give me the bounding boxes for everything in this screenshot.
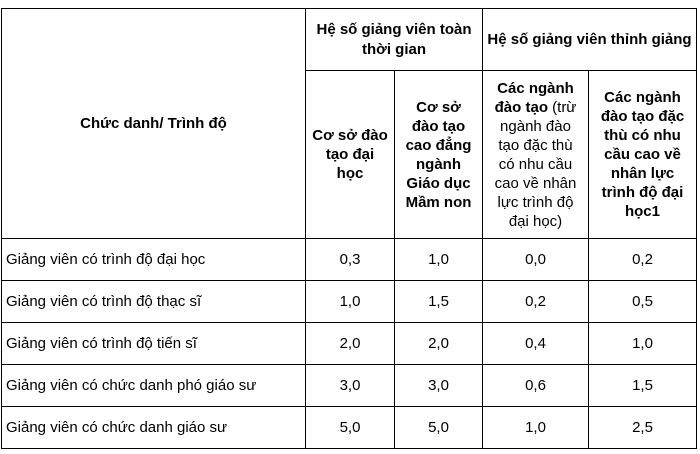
table-row bbox=[2, 281, 697, 323]
table-row bbox=[2, 365, 697, 407]
lecturer-coefficient-table bbox=[1, 8, 697, 449]
full-time-group-header: Hệ số giảng viên toàn thời gian bbox=[306, 9, 483, 71]
value-cell: 0,0 bbox=[483, 239, 589, 281]
value-cell: 1,0 bbox=[483, 407, 589, 449]
value-cell: 5,0 bbox=[306, 407, 395, 449]
visiting-group-header: Hệ số giảng viên thỉnh giảng bbox=[483, 9, 697, 71]
majors-special-header bbox=[589, 71, 697, 239]
table-row bbox=[2, 407, 697, 449]
university-header-text: Cơ sở đào tạo đại học bbox=[312, 127, 388, 182]
value-cell: 1,5 bbox=[395, 281, 483, 323]
value-cell: 3,0 bbox=[395, 365, 483, 407]
row-label: Giảng viên có trình độ thạc sĩ bbox=[2, 281, 306, 323]
value-cell: 0,2 bbox=[483, 281, 589, 323]
college-preschool-header-text: Cơ sở đào tạo cao đẳng ngành Giáo dục Mầm non bbox=[405, 98, 472, 211]
row-header-cell: Chức danh/ Trình độ bbox=[2, 9, 306, 239]
value-cell: 1,5 bbox=[589, 365, 697, 407]
row-label: Giảng viên có trình độ tiến sĩ bbox=[2, 323, 306, 365]
value-cell: 0,5 bbox=[589, 281, 697, 323]
value-cell: 2,0 bbox=[306, 323, 395, 365]
value-cell: 2,5 bbox=[589, 407, 697, 449]
table-row bbox=[2, 323, 697, 365]
majors-general-header bbox=[483, 71, 589, 239]
value-cell: 0,3 bbox=[306, 239, 395, 281]
table-row bbox=[2, 239, 697, 281]
row-label: Giảng viên có chức danh phó giáo sư bbox=[2, 365, 306, 407]
value-cell: 5,0 bbox=[395, 407, 483, 449]
majors-general-header-bold: Các ngành đào tạo bbox=[494, 79, 574, 116]
row-label: Giảng viên có trình độ đại học bbox=[2, 239, 306, 281]
value-cell: 1,0 bbox=[306, 281, 395, 323]
value-cell: 2,0 bbox=[395, 323, 483, 365]
university-header bbox=[306, 71, 395, 239]
value-cell: 0,4 bbox=[483, 323, 589, 365]
majors-general-header-rest: (trừ ngành đào tạo đặc thù có nhu cầu cao về nhân lực trình độ đại học) bbox=[494, 98, 577, 230]
row-label: Giảng viên có chức danh giáo sư bbox=[2, 407, 306, 449]
value-cell: 1,0 bbox=[589, 323, 697, 365]
value-cell: 0,6 bbox=[483, 365, 589, 407]
value-cell: 1,0 bbox=[395, 239, 483, 281]
majors-special-header-text: Các ngành đào tạo đặc thù có nhu cầu cao về nhân lực trình độ đại học1 bbox=[600, 89, 685, 220]
value-cell: 3,0 bbox=[306, 365, 395, 407]
value-cell: 0,2 bbox=[589, 239, 697, 281]
college-preschool-header bbox=[395, 71, 483, 239]
